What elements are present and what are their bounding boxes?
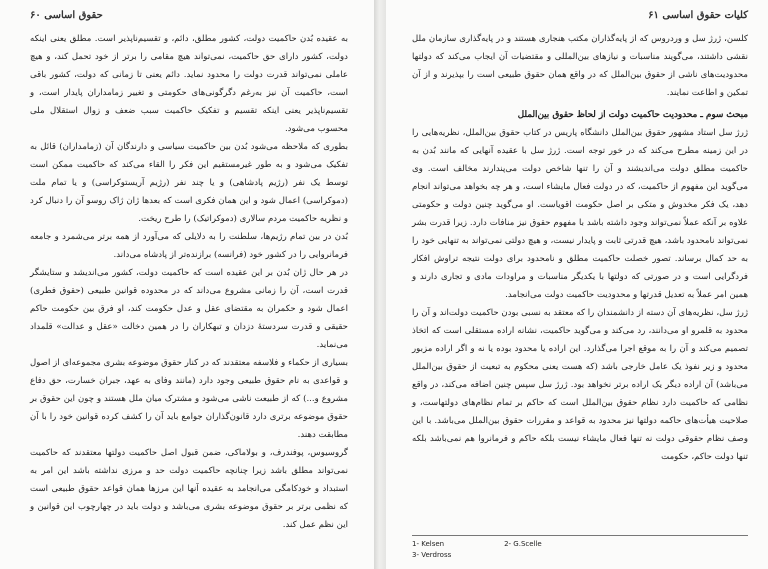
right-page-header: کلیات حقوق اساسی ۶۱: [648, 10, 748, 21]
paragraph: بطوری که ملاحظه می‌شود بُدن بین حاکمیت سیاسی و دارندگان آن (زمامداران) قائل به تفکیک می‌شود و به طور غیرمستقیم این فکر را القاء می‌کند که حاکمیت ممکن است توسط یک نفر (رژیم پادشاهی) و یا چند نفر (رژیم آریستوکراسی) و یا تمام ملت (دموکراسی) اعمال شود و این همان فکری است که بعدها ژان ژاک روسو آن را دنبال کرد و نظریه حاکمیت مردم سالاری (دموکراتیک) را طرح ریخت.: [30, 142, 348, 224]
paragraph: بسیاری از حکماء و فلاسفه معتقدند که در کنار حقوق موضوعه بشری مجموعه‌ای از اصول و قواعدی به نام حقوق طبیعی وجود دارد (مانند وفای به عهد، جبران خسارت، حق دفاع مشروع و...) که از طبیعت ناشی می‌شود و مشترک میان ملل هستند و چون این حقوق بر حقوق موضوعه برتری دارد قانون‌گذاران جوامع باید آن را کشف کرده قوانین خود را با آن مطابقت دهند.: [30, 358, 348, 440]
footnote-1: 1- Kelsen: [412, 540, 445, 548]
section-heading: مبحث سوم ـ محدودیت حاکمیت دولت از لحاظ حقوق بین‌الملل: [517, 110, 748, 120]
paragraph: گروسیوس، پوفندرف، و بولاماکی، ضمن قبول اصل حاکمیت دولتها معتقدند که حاکمیت نمی‌تواند مطلق باشد زیرا چنانچه حاکمیت دولت حد و مرزی نداشته باشد این امر به استبداد و خودکامگی می‌انجامد به عقیده آنها این مرزها همان قواعد حقوق طبیعی است که نظمی برتر بر حقوق موضوعه بشری می‌باشد و دولت باید در چهارچوب این قوانین و این نظم عمل کند.: [30, 448, 348, 530]
book-spine: [374, 0, 386, 569]
right-page-body: [412, 30, 748, 466]
paragraph: ژرژ سل، نظریه‌های آن دسته از دانشمندان را که معتقد به نسبی بودن حاکمیت دولت‌اند و آن را محدود به قلمرو او می‌دانند، رد می‌کند و می‌گوید حاکمیت، نشانه اراده مستقلی است که اتخاذ تصمیم می‌کند و آن را به موقع اجرا می‌گذارد. این اراده یا محدود بوده یا نه و اگر اراده مزبور محدود و زیر نفوذ یک عامل خارجی باشد (که هست یعنی محکوم به تبعیت از حقوق بین‌الملل می‌باشد) آن اراده دیگر یک اراده برتر نخواهد بود. ژرژ سل سپس چنین اضافه می‌کند، در واقع نظامی که حاکمیت دارد نظام حقوق بین‌الملل است که حاکم بر تمام نظام‌های دولتهاست، و صلاحیت هیأت‌های حاکمه دولتها نیز محدود به قواعد و مقررات حقوق بین‌الملل می‌باشد. با این وصف نظام حقوقی دولت نه تنها فعال مایشاء نیست بلکه حاکم و فرمانروا هم نمی‌باشد بلکه تنها دولت حاکم، حکومت: [412, 308, 748, 462]
footnote-2: 2- G.Scelle: [504, 540, 542, 548]
left-page-header: ۶۰ حقوق اساسی: [30, 10, 103, 21]
left-page-body: [30, 30, 348, 534]
paragraph: ژرژ سل استاد مشهور حقوق بین‌الملل دانشگاه پاریس در کتاب حقوق بین‌الملل، نظریه‌هایی را در این زمینه مطرح می‌کند که در خور توجه است. ژرژ سل با عقیده آنهایی که مانند بُدن به حاکمیت مطلق دولت می‌اندیشند و آن را تنها شاخص دولت می‌پندارند مخالف است. وی می‌گوید این مفهوم از حاکمیت، که در دولت فعال مایشاء است، و هر چه بخواهد می‌تواند انجام دهد، یک فکر مخدوش و متکی بر اصل حکومت اقویاست. او می‌گوید چنین دولت و حکومتی علاوه بر آنکه عملاً نمی‌تواند وجود داشته باشد با مفهوم حقوق نیز منافات دارد. زیرا قدرت بشر نمی‌تواند نامحدود باشد، هیچ قدرتی ثابت و پایدار نیست، و هیچ دولتی نمی‌تواند به تنهایی خود را به حد کمال برساند. تصور خصلت حاکمیت مطلق و نامحدود برای دولت نتیجه تراوش افکار فردگرایی است و در صورتی که دولتها با یکدیگر مناسبات و مراودات مادی و تجاری دارند و همین امر عملاً به تعدیل قدرتها و محدودیت حاکمیت دولت می‌انجامد.: [412, 128, 748, 300]
footnote-3: 3- Verdross: [412, 551, 452, 559]
footnotes: [412, 535, 748, 561]
paragraph: در هر حال ژان بُدن بر این عقیده است که حاکمیت دولت، کشور می‌اندیشد و ستایشگر قدرت است، آن را زمانی مشروع می‌داند که در محدوده قوانین طبیعی (حقوق فطری) اعمال شود و حکمران به مقتضای عقل و عدل حکومت کند، او فرق بین حکومت حاکم حقیقی و قدرت سردستهٔ دزدان و تبهکاران را در همین دخالت «عقل و عدالت» قلمداد می‌نماید.: [30, 268, 348, 350]
right-page: [386, 0, 768, 569]
paragraph: کلسن، ژرژ سل و وردروس که از پایه‌گذاران مکتب هنجاری هستند و در پایه‌گذاری سازمان ملل نقشی داشتند، می‌گویند مناسبات و نیازهای بین‌المللی و مقتضیات آن ایجاب می‌کند که دولتها محدودیت‌های ناشی از حقوق بین‌الملل که در واقع همان حقوق طبیعی است را بپذیرند و از آن تمکین و اطاعت نمایند.: [412, 34, 748, 98]
left-page: [0, 0, 374, 569]
paragraph: به عقیده بُدن حاکمیت دولت، کشور مطلق، دائم، و تقسیم‌ناپذیر است. مطلق یعنی اینکه دولت، کشور دارای حق حاکمیت، نمی‌تواند هیچ مقامی را برتر از خود تحمل کند، و هیچ عاملی نمی‌تواند قدرت دولت را محدود نماید. دائم یعنی تا زمانی که دولت، کشور باقی است، حاکمیت آن نیز به‌رغم دگرگونی‌های حکومتی و تغییر زمامداران پایدار است، و تقسیم‌ناپذیر یعنی اینکه تقسیم و تفکیک حاکمیت سبب ضعف و زوال استقلال ملی محسوب می‌شود.: [30, 34, 348, 134]
paragraph: بُدن در بین تمام رژیم‌ها، سلطنت را به دلایلی که می‌آورد از همه برتر می‌شمرد و جامعه فرمانروایی را در کشور خود (فرانسه) برازنده‌تر از پادشاه می‌داند.: [30, 232, 348, 260]
